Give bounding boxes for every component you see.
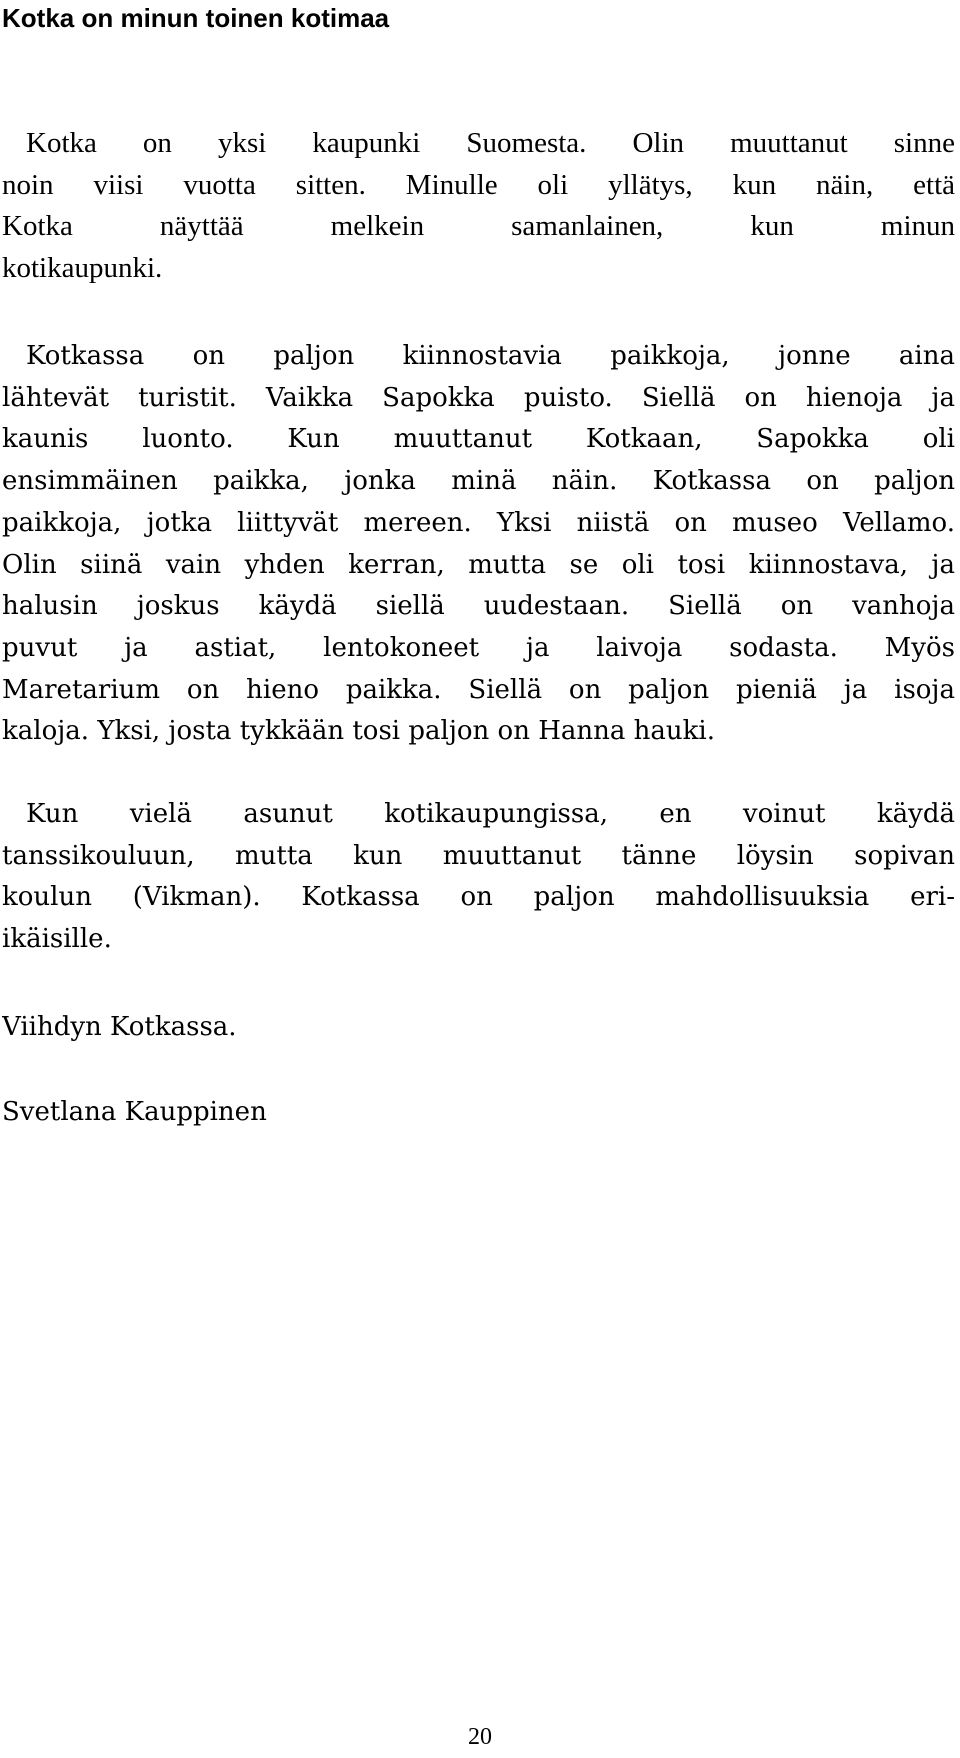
paragraph-line: koulun (Vikman). Kotkassa on paljon mahdollisuuksia eri- <box>2 882 955 913</box>
paragraph-line: noin viisi vuotta sitten. Minulle oli yllätys, kun näin, että <box>2 168 955 201</box>
paragraph-line: kotikaupunki. <box>2 252 163 285</box>
paragraph-2 <box>2 336 955 753</box>
paragraph-line: Kotkassa on paljon kiinnostavia paikkoja, jonne aina <box>26 341 955 371</box>
author-name: Svetlana Kauppinen <box>2 1097 267 1127</box>
author-signature <box>2 1092 955 1134</box>
paragraph-line: kaunis luonto. Kun muuttanut Kotkaan, Sapokka oli <box>2 424 955 455</box>
paragraph-line: Maretarium on hieno paikka. Siellä on paljon pieniä ja isoja <box>2 674 955 705</box>
paragraph-line: ensimmäinen paikka, jonka minä näin. Kotkassa on paljon <box>2 466 955 497</box>
paragraph-line: paikkoja, jotka liittyvät mereen. Yksi niistä on museo Vellamo. <box>2 507 955 538</box>
page-number: 20 <box>468 1724 492 1750</box>
paragraph-4 <box>2 1007 955 1049</box>
paragraph-line: Viihdyn Kotkassa. <box>2 1012 237 1042</box>
paragraph-3 <box>2 794 955 961</box>
paragraph-line: puvut ja astiat, lentokoneet ja laivoja sodasta. Myös <box>2 632 955 663</box>
paragraph-1 <box>2 123 955 290</box>
paragraph-line: Olin siinä vain yhden kerran, mutta se oli tosi kiinnostava, ja <box>2 549 955 580</box>
paragraph-line: ikäisille. <box>2 924 112 955</box>
paragraph-line: tanssikouluun, mutta kun muuttanut tänne löysin sopivan <box>2 840 955 871</box>
paragraph-line: Kotka on yksi kaupunki Suomesta. Olin muuttanut sinne <box>26 127 955 159</box>
page-title: Kotka on minun toinen kotimaa <box>2 3 390 33</box>
paragraph-line: kaloja. Yksi, josta tykkään tosi paljon on Hanna hauki. <box>2 716 715 747</box>
paragraph-line: halusin joskus käydä siellä uudestaan. Siellä on vanhoja <box>2 591 955 622</box>
paragraph-line: lähtevät turistit. Vaikka Sapokka puisto. Siellä on hienoja ja <box>2 382 955 413</box>
paragraph-line: Kun vielä asunut kotikaupungissa, en voinut käydä <box>26 799 955 829</box>
paragraph-line: Kotka näyttää melkein samanlainen, kun minun <box>2 210 955 243</box>
